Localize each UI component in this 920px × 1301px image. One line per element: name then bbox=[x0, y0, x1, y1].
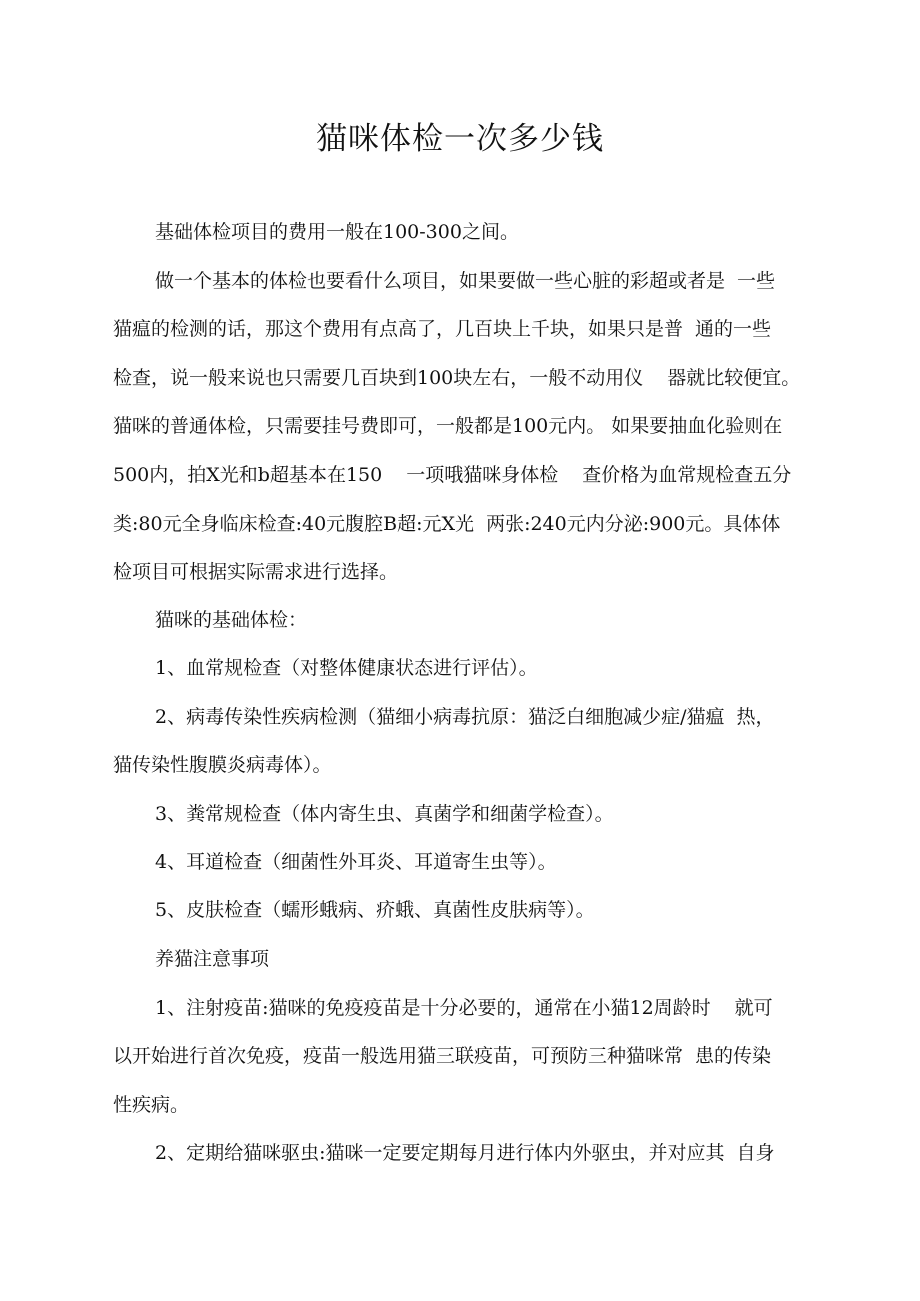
document-title: 猫咪体检一次多少钱 bbox=[316, 121, 604, 157]
paragraph-line: 检项目可根据实际需求进行选择。 bbox=[113, 561, 399, 583]
text-segment: 猫瘟的检测的话，那这个费用有点高了，几百块上千块，如果只是普 bbox=[113, 318, 684, 340]
text-segment: 以开始进行首次免疫，疫苗一般选用猫三联疫苗，可预防三种猫咪常 bbox=[113, 1045, 684, 1067]
paragraph-line: 猫咪的普通体检，只需要挂号费即可，一般都是100元内。 如果要抽血化验则在 bbox=[113, 415, 783, 437]
text-segment: 500内，拍X光和b超基本在150 bbox=[113, 464, 383, 486]
text-segment: 两张:240元内分泌:900元。具体体 bbox=[486, 513, 781, 535]
text-segment: 器就比较便宜。 bbox=[667, 367, 801, 389]
text-segment: 检查，说一般来说也只需要几百块到100块左右，一般不动用仪 bbox=[113, 367, 644, 389]
paragraph-line bbox=[113, 364, 800, 392]
text-segment: 就可 bbox=[734, 997, 773, 1019]
paragraph-line: 性疾病。 bbox=[113, 1094, 190, 1116]
text-segment: 一项哦猫咪身体检 bbox=[406, 464, 559, 486]
section-heading-basic: 猫咪的基础体检： bbox=[155, 609, 308, 631]
paragraph-line bbox=[113, 510, 780, 538]
text-segment: 患的传染 bbox=[695, 1045, 772, 1067]
list-item: 4、耳道检查（细菌性外耳炎、耳道寄生虫等）。 bbox=[155, 851, 557, 873]
text-segment: 2、定期给猫咪驱虫:猫咪一定要定期每月进行体内外驱虫，并对应其 bbox=[155, 1142, 725, 1164]
section-heading-care: 养猫注意事项 bbox=[155, 948, 270, 970]
paragraph-line bbox=[113, 315, 771, 343]
list-item bbox=[155, 703, 775, 731]
text-segment: 热， bbox=[736, 706, 775, 728]
text-segment: 类:80元全身临床检查:40元腹腔B超:元X光 bbox=[113, 513, 475, 535]
list-item: 5、皮肤检查（蠕形蛾病、疥蛾、真菌性皮肤病等）。 bbox=[155, 899, 595, 921]
list-item: 3、粪常规检查（体内寄生虫、真菌学和细菌学检查）。 bbox=[155, 803, 614, 825]
text-segment: 查价格为血常规检查五分 bbox=[582, 464, 792, 486]
text-segment: 自身 bbox=[736, 1142, 775, 1164]
paragraph-line bbox=[155, 994, 773, 1022]
text-segment: 1、注射疫苗:猫咪的免疫疫苗是十分必要的，通常在小猫12周龄时 bbox=[155, 997, 711, 1019]
paragraph-line bbox=[155, 267, 775, 295]
intro-paragraph: 基础体检项目的费用一般在100-300之间。 bbox=[155, 221, 519, 243]
text-segment: 通的一些 bbox=[695, 318, 772, 340]
paragraph-line bbox=[113, 461, 791, 489]
list-item-continuation: 猫传染性腹膜炎病毒体）。 bbox=[113, 754, 332, 776]
text-segment: 做一个基本的体检也要看什么项目，如果要做一些心脏的彩超或者是 bbox=[155, 270, 726, 292]
paragraph-line bbox=[113, 1042, 771, 1070]
text-segment: 2、病毒传染性疾病检测（猫细小病毒抗原：猫泛白细胞减少症/猫瘟 bbox=[155, 706, 725, 728]
list-item: 1、血常规检查（对整体健康状态进行评估）。 bbox=[155, 657, 538, 679]
text-segment: 一些 bbox=[737, 270, 776, 292]
paragraph-line bbox=[155, 1139, 775, 1167]
